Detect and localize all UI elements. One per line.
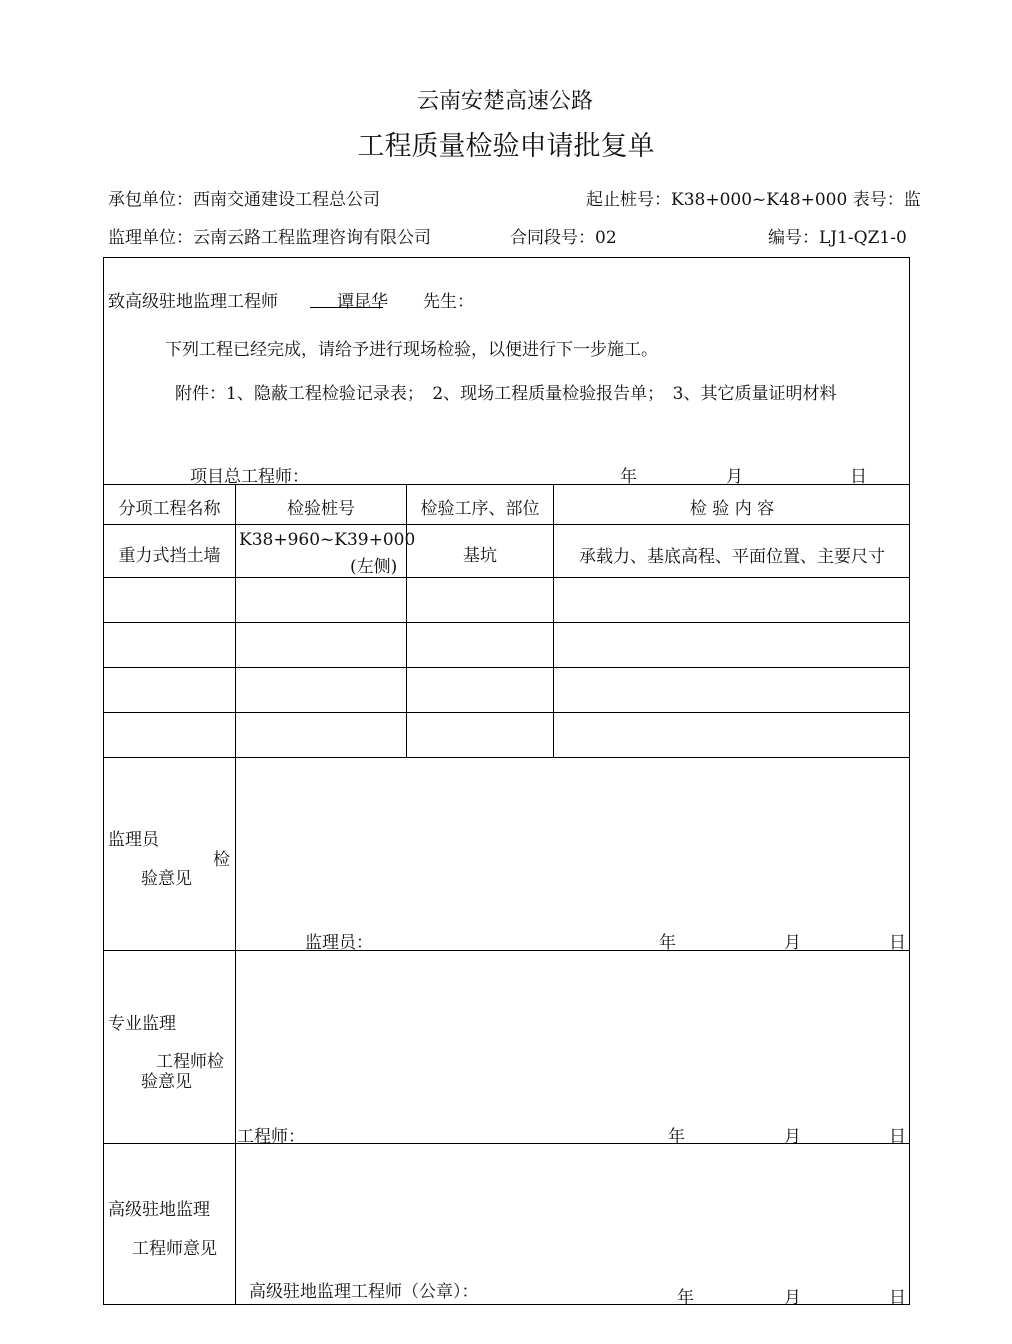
request-body: 下列工程已经完成，请给予进行现场检验，以便进行下一步施工。: [165, 340, 658, 360]
inspector-month: 月: [784, 933, 801, 953]
header-content: 检 验 内 容: [689, 499, 775, 519]
serial-label: 编号：: [768, 228, 819, 248]
row1-station-line2: (左侧): [350, 557, 398, 577]
station-value: K38+000~K48+000: [671, 190, 848, 210]
senior-sign-label: 高级驻地监理工程师（公章）：: [249, 1282, 479, 1302]
specialist-label-line3: 验意见: [141, 1072, 192, 1092]
inspector-label-line1: 监理员: [108, 830, 159, 850]
row3-bottom: [103, 667, 910, 668]
col1-divider: [235, 484, 236, 1305]
contractor-info: [108, 185, 380, 210]
inspector-label-line3: 验意见: [141, 869, 192, 889]
form-frame: [103, 257, 910, 1305]
supervisor-value: 云南云路工程监理咨询有限公司: [193, 228, 431, 248]
senior-month: 月: [784, 1288, 801, 1308]
col3-divider: [553, 484, 554, 757]
specialist-label-line2: 工程师检: [156, 1052, 224, 1072]
row1-station-line1: K38+960~K39+000: [239, 530, 416, 550]
form-no-value: 监: [903, 190, 921, 210]
serial-value: LJ1-QZ1-0: [819, 228, 907, 248]
header-station: 检验桩号: [287, 499, 355, 519]
document-title-line2: 工程质量检验申请批复单: [357, 131, 655, 162]
senior-label-line2: 工程师意见: [132, 1239, 217, 1259]
row4-bottom: [103, 712, 910, 713]
table-header-bottom: [103, 524, 910, 525]
col2-divider: [406, 484, 407, 757]
specialist-month: 月: [784, 1127, 801, 1147]
serial-info: [768, 223, 910, 248]
request-year: 年: [620, 467, 637, 487]
senior-day: 日: [889, 1288, 906, 1308]
header-item-name: 分项工程名称: [118, 499, 221, 519]
senior-label-line1: 高级驻地监理: [108, 1200, 210, 1220]
contractor-value: 西南交通建设工程总公司: [193, 190, 380, 210]
row1-item-name: 重力式挡土墙: [118, 546, 221, 566]
form-no-label: 表号：: [852, 190, 904, 210]
inspector-label-line2: 检: [213, 850, 230, 870]
table-top-border: [103, 484, 910, 485]
row2-bottom: [103, 622, 910, 623]
contract-label: 合同段号：: [510, 228, 595, 248]
request-month: 月: [726, 467, 743, 487]
station-info: [586, 185, 921, 210]
senior-year: 年: [677, 1288, 694, 1308]
contract-value: 02: [595, 228, 617, 248]
specialist-year: 年: [668, 1127, 685, 1147]
inspector-day: 日: [889, 933, 906, 953]
row1-bottom: [103, 577, 910, 578]
specialist-day: 日: [889, 1127, 906, 1147]
document-title-line1: 云南安楚高速公路: [416, 89, 593, 114]
addressee-suffix: 先生：: [423, 292, 474, 312]
contractor-label: 承包单位：: [108, 190, 193, 210]
engineer-name-underline: [310, 307, 383, 308]
inspector-year: 年: [659, 933, 676, 953]
row1-content: 承载力、基底高程、平面位置、主要尺寸: [579, 547, 885, 567]
specialist-sign-label: 工程师：: [237, 1127, 305, 1147]
inspector-sign-label: 监理员：: [305, 933, 373, 953]
supervisor-label: 监理单位：: [108, 228, 193, 248]
addressee-prefix: 致高级驻地监理工程师: [108, 292, 278, 312]
supervisor-info: [108, 223, 431, 248]
contract-info: [510, 223, 617, 248]
chief-engineer-label: 项目总工程师：: [190, 467, 309, 487]
row1-process: 基坑: [463, 546, 497, 566]
station-label: 起止桩号：: [586, 190, 671, 210]
header-process: 检验工序、部位: [420, 499, 540, 519]
specialist-label-line1: 专业监理: [108, 1014, 176, 1034]
engineer-name: 谭昆华: [337, 292, 388, 312]
request-day: 日: [850, 467, 867, 487]
row5-bottom: [103, 757, 910, 758]
attachments-list: 附件：1、隐蔽工程检验记录表； 2、现场工程质量检验报告单； 3、其它质量证明材料: [175, 384, 837, 404]
